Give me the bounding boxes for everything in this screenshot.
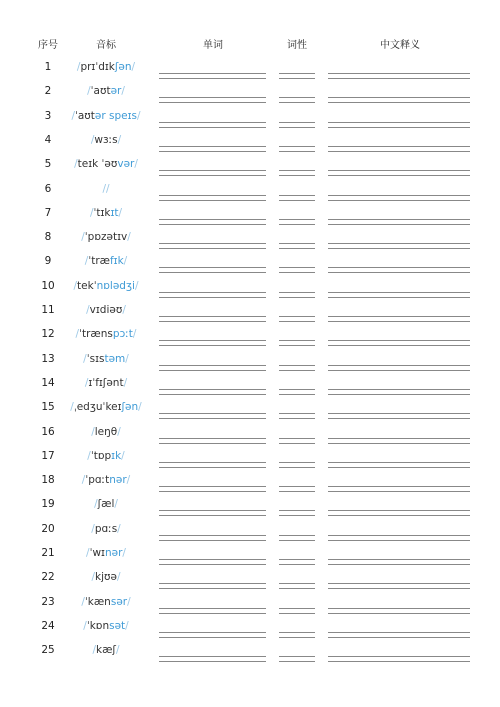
phonetic-known-part: ˌedʒuˈkeɪ	[73, 401, 122, 414]
answer-underline	[279, 661, 315, 662]
slash-mark: /	[121, 85, 125, 98]
slash-mark: /	[70, 401, 74, 414]
answer-underline	[159, 564, 266, 565]
slash-mark: /	[83, 352, 87, 365]
row-number: 3	[44, 109, 52, 122]
phonetic-known-part: ˈaʊt	[90, 85, 111, 98]
word-answer-line[interactable]	[159, 267, 266, 268]
meaning-answer-line[interactable]	[328, 535, 470, 536]
phonetic-highlight-part: nər	[104, 547, 123, 559]
pos-answer-line[interactable]	[279, 243, 315, 244]
answer-underline	[159, 321, 266, 322]
answer-underline	[328, 127, 470, 128]
pos-answer-line[interactable]	[279, 219, 315, 220]
word-answer-line[interactable]	[159, 97, 266, 98]
meaning-answer-line[interactable]	[328, 97, 470, 98]
answer-underline	[328, 394, 470, 395]
meaning-answer-line[interactable]	[328, 559, 470, 560]
phonetic-transcription	[56, 183, 156, 195]
row-number: 10	[41, 279, 55, 292]
answer-underline	[279, 418, 315, 419]
phonetic-transcription	[56, 304, 156, 316]
phonetic-transcription	[56, 596, 156, 608]
phonetic-transcription	[56, 110, 156, 122]
phonetic-known-part: ˈpɒzətɪv	[84, 231, 128, 244]
slash-mark: /	[117, 425, 121, 438]
phonetic-known-part: prɪˈdɪk	[80, 61, 115, 73]
row-number: 19	[41, 498, 55, 511]
answer-underline	[279, 564, 315, 565]
meaning-answer-line[interactable]	[328, 486, 470, 487]
phonetic-transcription	[56, 255, 156, 267]
slash-mark: /	[91, 571, 96, 584]
answer-underline	[279, 127, 315, 128]
word-answer-line[interactable]	[159, 389, 266, 390]
phonetic-known-part: ˈwɪ	[89, 547, 105, 559]
answer-underline	[328, 321, 470, 322]
answer-underline	[279, 102, 315, 103]
answer-underline	[159, 588, 266, 589]
slash-mark: /	[76, 61, 81, 73]
answer-underline	[279, 540, 315, 541]
answer-underline	[279, 297, 315, 298]
slash-mark: /	[138, 401, 142, 414]
word-answer-line[interactable]	[159, 122, 266, 123]
answer-underline	[279, 200, 315, 201]
slash-mark: /	[90, 133, 95, 146]
slash-mark: /	[131, 61, 136, 73]
phonetic-transcription	[56, 353, 156, 365]
row-number: 21	[41, 547, 55, 559]
slash-mark: /	[75, 328, 80, 341]
slash-mark: /	[102, 182, 106, 195]
meaning-answer-line[interactable]	[328, 73, 470, 74]
pos-answer-line[interactable]	[279, 316, 315, 317]
meaning-answer-line[interactable]	[328, 656, 470, 657]
pos-answer-line[interactable]	[279, 535, 315, 536]
answer-underline	[328, 297, 470, 298]
phonetic-highlight-part: nɒlədʒi	[96, 279, 135, 292]
row-number: 9	[44, 255, 52, 268]
answer-underline	[328, 272, 470, 273]
answer-underline	[279, 394, 315, 395]
answer-underline	[159, 418, 266, 419]
answer-underline	[279, 151, 315, 152]
phonetic-transcription	[56, 523, 156, 535]
slash-mark: /	[125, 352, 129, 365]
word-answer-line[interactable]	[159, 438, 266, 439]
word-answer-line[interactable]	[159, 219, 266, 220]
phonetic-transcription	[56, 85, 156, 97]
phonetic-transcription	[56, 547, 156, 559]
slash-mark: /	[86, 304, 90, 316]
slash-mark: /	[73, 279, 78, 292]
pos-answer-line[interactable]	[279, 608, 315, 609]
phonetic-known-part: teɪk ˈəʊ	[77, 158, 118, 171]
phonetic-transcription	[56, 401, 156, 413]
phonetic-transcription	[56, 158, 156, 170]
answer-underline	[328, 200, 470, 201]
row-number: 8	[44, 231, 52, 244]
answer-underline	[159, 540, 266, 541]
pos-answer-line[interactable]	[279, 462, 315, 463]
answer-underline	[159, 200, 266, 201]
answer-underline	[279, 272, 315, 273]
slash-mark: /	[118, 206, 123, 219]
slash-mark: /	[116, 571, 121, 584]
word-answer-line[interactable]	[159, 73, 266, 74]
slash-mark: /	[123, 376, 128, 389]
phonetic-transcription	[56, 498, 156, 510]
meaning-answer-line[interactable]	[328, 122, 470, 123]
answer-underline	[328, 443, 470, 444]
phonetic-known-part: tekˈ	[77, 279, 97, 292]
meaning-answer-line[interactable]	[328, 632, 470, 633]
slash-mark: /	[84, 376, 89, 389]
phonetic-highlight-part: sət	[109, 619, 126, 632]
meaning-answer-line[interactable]	[328, 267, 470, 268]
pos-answer-line[interactable]	[279, 656, 315, 657]
answer-underline	[159, 467, 266, 468]
header-part-of-speech: 词性	[287, 40, 307, 51]
slash-mark: /	[134, 158, 138, 171]
phonetic-highlight-part: ʃən	[121, 401, 139, 414]
answer-underline	[159, 661, 266, 662]
pos-answer-line[interactable]	[279, 146, 315, 147]
answer-underline	[279, 345, 315, 346]
answer-underline	[328, 467, 470, 468]
pos-answer-line[interactable]	[279, 583, 315, 584]
slash-mark: /	[106, 182, 110, 195]
answer-underline	[279, 78, 315, 79]
answer-underline	[328, 540, 470, 541]
phonetic-transcription	[56, 571, 156, 583]
slash-mark: /	[81, 231, 85, 244]
answer-underline	[328, 78, 470, 79]
meaning-answer-line[interactable]	[328, 219, 470, 220]
phonetic-known-part: ˈkæn	[84, 595, 111, 608]
answer-underline	[279, 637, 315, 638]
word-answer-line[interactable]	[159, 340, 266, 341]
phonetic-highlight-part: sər	[110, 595, 128, 608]
phonetic-known-part: pɑːs	[94, 522, 118, 535]
answer-underline	[159, 613, 266, 614]
word-answer-line[interactable]	[159, 632, 266, 633]
phonetic-transcription	[56, 426, 156, 438]
phonetic-known-part: ˈkɒn	[86, 619, 110, 632]
answer-underline	[159, 515, 266, 516]
slash-mark: /	[123, 255, 128, 268]
row-number: 15	[41, 401, 55, 414]
answer-underline	[159, 345, 266, 346]
phonetic-known-part: ˈtɪk	[93, 206, 111, 219]
word-answer-line[interactable]	[159, 559, 266, 560]
meaning-answer-line[interactable]	[328, 389, 470, 390]
phonetic-highlight-part: təm	[104, 352, 126, 365]
answer-underline	[328, 345, 470, 346]
word-answer-line[interactable]	[159, 510, 266, 511]
answer-underline	[159, 370, 266, 371]
word-answer-line[interactable]	[159, 292, 266, 293]
phonetic-highlight-part: ɪt	[110, 206, 119, 219]
header-chinese-meaning: 中文释义	[380, 40, 420, 51]
pos-answer-line[interactable]	[279, 97, 315, 98]
slash-mark: /	[132, 328, 137, 341]
slash-mark: /	[81, 595, 85, 608]
phonetic-highlight-part: ər speɪs	[94, 109, 138, 122]
header-word: 单词	[203, 40, 223, 51]
answer-underline	[159, 394, 266, 395]
answer-underline	[159, 127, 266, 128]
phonetic-known-part: ʃæl	[97, 498, 115, 511]
answer-underline	[159, 78, 266, 79]
pos-answer-line[interactable]	[279, 510, 315, 511]
meaning-answer-line[interactable]	[328, 243, 470, 244]
pos-answer-line[interactable]	[279, 170, 315, 171]
answer-underline	[328, 515, 470, 516]
slash-mark: /	[117, 522, 121, 535]
row-number: 14	[41, 376, 55, 389]
answer-underline	[279, 224, 315, 225]
answer-underline	[159, 637, 266, 638]
slash-mark: /	[121, 449, 125, 462]
word-answer-line[interactable]	[159, 243, 266, 244]
answer-underline	[159, 443, 266, 444]
answer-underline	[279, 175, 315, 176]
pos-answer-line[interactable]	[279, 559, 315, 560]
slash-mark: /	[92, 644, 97, 657]
pos-answer-line[interactable]	[279, 365, 315, 366]
answer-underline	[279, 321, 315, 322]
meaning-answer-line[interactable]	[328, 292, 470, 293]
word-answer-line[interactable]	[159, 583, 266, 584]
slash-mark: /	[74, 158, 78, 171]
row-number: 22	[41, 571, 55, 584]
answer-underline	[328, 370, 470, 371]
phonetic-known-part: ˈtræns	[79, 328, 113, 341]
phonetic-highlight-part: fɪk	[109, 255, 124, 268]
word-answer-line[interactable]	[159, 486, 266, 487]
row-number: 4	[44, 133, 52, 146]
pos-answer-line[interactable]	[279, 292, 315, 293]
answer-underline	[279, 370, 315, 371]
phonetic-highlight-part: nər	[109, 474, 127, 487]
phonetic-known-part: vɪdiəʊ	[89, 304, 123, 316]
meaning-answer-line[interactable]	[328, 195, 470, 196]
phonetic-known-part: ˈsɪs	[86, 352, 105, 365]
phonetic-transcription	[56, 474, 156, 486]
answer-underline	[328, 661, 470, 662]
answer-underline	[279, 248, 315, 249]
phonetic-known-part: ˈtræ	[88, 255, 110, 268]
answer-underline	[328, 418, 470, 419]
pos-answer-line[interactable]	[279, 195, 315, 196]
row-number: 2	[44, 85, 52, 98]
meaning-answer-line[interactable]	[328, 340, 470, 341]
phonetic-known-part: ˈpɑːt	[85, 474, 110, 487]
slash-mark: /	[137, 109, 141, 122]
answer-underline	[328, 564, 470, 565]
phonetic-known-part: wɜːs	[94, 133, 118, 146]
slash-mark: /	[127, 595, 131, 608]
slash-mark: /	[87, 449, 91, 462]
pos-answer-line[interactable]	[279, 486, 315, 487]
answer-underline	[159, 102, 266, 103]
word-answer-line[interactable]	[159, 195, 266, 196]
row-number: 25	[41, 644, 55, 657]
word-answer-line[interactable]	[159, 413, 266, 414]
phonetic-highlight-part: vər	[117, 158, 135, 171]
answer-underline	[159, 272, 266, 273]
meaning-answer-line[interactable]	[328, 438, 470, 439]
word-answer-line[interactable]	[159, 608, 266, 609]
slash-mark: /	[71, 109, 75, 122]
meaning-answer-line[interactable]	[328, 413, 470, 414]
answer-underline	[328, 637, 470, 638]
answer-underline	[159, 224, 266, 225]
phonetic-transcription	[56, 61, 156, 73]
answer-underline	[279, 588, 315, 589]
phonetic-transcription	[56, 231, 156, 243]
answer-underline	[279, 613, 315, 614]
phonetic-transcription	[56, 620, 156, 632]
slash-mark: /	[87, 85, 91, 98]
answer-underline	[328, 248, 470, 249]
phonetic-transcription	[56, 134, 156, 146]
answer-underline	[279, 515, 315, 516]
answer-underline	[328, 588, 470, 589]
phonetic-known-part: kjʊə	[95, 571, 117, 584]
word-answer-line[interactable]	[159, 170, 266, 171]
answer-underline	[279, 443, 315, 444]
slash-mark: /	[122, 304, 126, 316]
row-number: 11	[41, 304, 55, 316]
row-number: 12	[41, 328, 55, 341]
meaning-answer-line[interactable]	[328, 583, 470, 584]
word-answer-line[interactable]	[159, 365, 266, 366]
slash-mark: /	[117, 133, 122, 146]
answer-underline	[159, 151, 266, 152]
meaning-answer-line[interactable]	[328, 316, 470, 317]
answer-underline	[328, 613, 470, 614]
pos-answer-line[interactable]	[279, 413, 315, 414]
phonetic-known-part: leŋθ	[94, 425, 118, 438]
answer-underline	[328, 175, 470, 176]
pos-answer-line[interactable]	[279, 632, 315, 633]
row-number: 6	[44, 182, 52, 195]
phonetic-transcription	[56, 280, 156, 292]
meaning-answer-line[interactable]	[328, 146, 470, 147]
phonetic-highlight-part: pɔːt	[112, 328, 133, 341]
pos-answer-line[interactable]	[279, 267, 315, 268]
slash-mark: /	[94, 498, 98, 511]
row-number: 5	[44, 158, 52, 171]
row-number: 16	[41, 425, 55, 438]
answer-underline	[328, 491, 470, 492]
word-answer-line[interactable]	[159, 535, 266, 536]
phonetic-transcription	[56, 207, 156, 219]
slash-mark: /	[91, 425, 95, 438]
answer-underline	[159, 248, 266, 249]
slash-mark: /	[81, 474, 86, 487]
meaning-answer-line[interactable]	[328, 462, 470, 463]
answer-underline	[159, 175, 266, 176]
word-answer-line[interactable]	[159, 462, 266, 463]
phonetic-known-part: ɪˈfɪʃənt	[88, 376, 124, 389]
pos-answer-line[interactable]	[279, 389, 315, 390]
answer-underline	[159, 491, 266, 492]
phonetic-known-part: kæʃ	[96, 644, 116, 657]
row-number: 23	[41, 595, 55, 608]
pos-answer-line[interactable]	[279, 73, 315, 74]
row-number: 7	[44, 206, 52, 219]
header-number: 序号	[38, 40, 58, 51]
slash-mark: /	[134, 279, 139, 292]
word-answer-line[interactable]	[159, 656, 266, 657]
row-number: 1	[44, 61, 52, 73]
word-answer-line[interactable]	[159, 146, 266, 147]
meaning-answer-line[interactable]	[328, 510, 470, 511]
phonetic-highlight-part: ər	[110, 85, 122, 98]
meaning-answer-line[interactable]	[328, 608, 470, 609]
slash-mark: /	[114, 498, 118, 511]
answer-underline	[279, 467, 315, 468]
pos-answer-line[interactable]	[279, 438, 315, 439]
slash-mark: /	[122, 547, 126, 559]
answer-underline	[279, 491, 315, 492]
answer-underline	[328, 151, 470, 152]
phonetic-known-part: ˈaʊt	[74, 109, 95, 122]
phonetic-highlight-part: ʃən	[114, 61, 132, 73]
answer-underline	[159, 297, 266, 298]
pos-answer-line[interactable]	[279, 122, 315, 123]
pos-answer-line[interactable]	[279, 340, 315, 341]
row-number: 18	[41, 474, 55, 487]
answer-underline	[328, 224, 470, 225]
slash-mark: /	[89, 206, 94, 219]
answer-underline	[328, 102, 470, 103]
header-phonetic: 音标	[96, 40, 116, 51]
phonetic-transcription	[56, 328, 156, 340]
meaning-answer-line[interactable]	[328, 170, 470, 171]
slash-mark: /	[84, 255, 89, 268]
row-number: 13	[41, 352, 55, 365]
row-number: 20	[41, 522, 55, 535]
slash-mark: /	[126, 474, 131, 487]
slash-mark: /	[115, 644, 120, 657]
slash-mark: /	[83, 619, 87, 632]
meaning-answer-line[interactable]	[328, 365, 470, 366]
phonetic-transcription	[56, 377, 156, 389]
slash-mark: /	[125, 619, 129, 632]
phonetic-transcription	[56, 644, 156, 656]
row-number: 17	[41, 449, 55, 462]
slash-mark: /	[91, 522, 95, 535]
phonetic-known-part: ˈtɒp	[90, 449, 112, 462]
slash-mark: /	[127, 231, 131, 244]
slash-mark: /	[86, 547, 90, 559]
row-number: 24	[41, 619, 55, 632]
phonetic-highlight-part: ɪk	[111, 449, 122, 462]
phonetic-transcription	[56, 450, 156, 462]
word-answer-line[interactable]	[159, 316, 266, 317]
